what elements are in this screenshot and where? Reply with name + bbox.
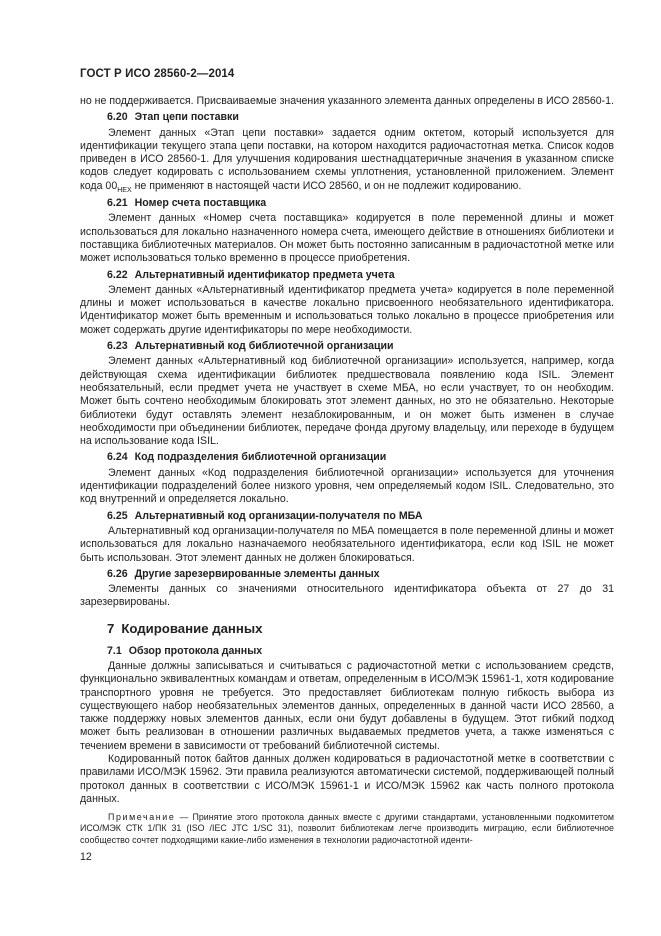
section-7-heading — [107, 621, 614, 636]
section-number: 6.23 — [107, 340, 128, 353]
hex-subscript: HEX — [117, 186, 132, 194]
note-text: — Принятие этого протокола данных вместе с другими стандартами, установленными подкомитетом ИСО/МЭК СТК 1/ПК 31 (ISO /IEC JTC 1/SC 31), позволит библиотекам легче производить миграцию, если библиотечное сообщество сочтет подходящими какие-либо изменения в технологии радиочастотной иденти- — [80, 812, 614, 845]
paragraph-text: не применяют в настоящей части ИСО 28560, и он не подлежит кодированию. — [131, 179, 522, 192]
section-title: Другие зарезервированные элементы данных — [134, 567, 380, 580]
section-6-25-heading — [107, 510, 614, 523]
section-6-26-paragraph: Элементы данных со значениями относительного идентификатора объекта от 27 до 31 зарезервированы. — [80, 583, 614, 609]
section-number: 6.25 — [107, 509, 128, 522]
section-title: Альтернативный код библиотечной организации — [134, 340, 394, 353]
section-7-1-paragraph-2: Кодированный поток байтов данных должен кодироваться в радиочастотной метке в соответствии с правилами ИСО/МЭК 15962. Эти правила реализуются автоматически системой, поддерживающей полный протокол данных в соответствии с ИСО/МЭК 15961-1 и ИСО/МЭК 15962 как часть полного протокола данных. — [80, 753, 614, 805]
section-title: Кодирование данных — [121, 620, 263, 636]
section-number: 7.1 — [107, 644, 122, 657]
section-6-22-heading — [107, 269, 614, 282]
note — [80, 812, 614, 846]
section-number: 6.26 — [107, 567, 128, 580]
section-6-25-paragraph: Альтернативный код организации-получателя по МБА помещается в поле переменной длины и может использоваться для локально назначаемого необязательного идентификатора, если код ISIL не может быть использован. Этот элемент данных не должен блокироваться. — [80, 524, 614, 564]
section-number: 6.21 — [107, 197, 128, 210]
section-6-24-paragraph: Элемент данных «Код подразделения библиотечной организации» используется для уточнения идентификации подразделений более низкого уровня, чем определяемый кодом ISIL. Следовательно, это код внутренний и определяется локально. — [80, 466, 614, 506]
section-6-22-paragraph: Элемент данных «Альтернативный идентификатор предмета учета» кодируется в поле переменной длины и может использоваться в качестве локально присвоенного необязательного идентификатора. Идентификатор может быть временным и использоваться только локально в процессе приобретения или может содержать другие идентификаторы по мере необходимости. — [80, 283, 614, 336]
section-7-1-paragraph-1: Данные должны записываться и считываться с радиочастотной метки с использованием средств, функционально эквивалентных командам и ответам, определенным в ИСО/МЭК 15961-1, хотя кодирование транспортного уровня не требуется. Это предоставляет библиотекам полную гибкость выбора из существующего набор необязательных элементов данных, определенных в данной части ИСО 28560, а также поддержку новых элементов данных, если они будут добавлены в будущем. Этот гибкий подход может быть реализован в отношении различных выдаваемых предметов учета, а также изменяться с течением времени в зависимости от требований библиотечной системы. — [80, 659, 614, 752]
section-6-20-heading — [107, 111, 614, 124]
section-title: Альтернативный код организации-получателя по МБА — [134, 509, 423, 522]
section-6-23-heading — [107, 340, 614, 353]
section-6-21-paragraph: Элемент данных «Номер счета поставщика» кодируется в поле переменной длины и может использоваться для локально назначенного номера счета, имеющего действие в отношениях библиотеки и поставщика библиотечных материалов. Он может быть постоянно записанным в радиочастотной метке или может использоваться только временно в процессе приобретения. — [80, 212, 614, 265]
section-6-23-paragraph: Элемент данных «Альтернативный код библиотечной организации» используется, например, когда действующая схема идентификации библиотек предшествовала появлению кода ISIL. Элемент необязательный, если предмет учета не участвует в схеме МБА, но если участвует, то он необходим. Может быть сочтено необходимым блокировать этот элемент данных, но это не обязательно. Некоторые библиотеки будут оставлять элемент незаблокированным, и он может быть изменен в случае необходимости при объединении библиотек, передаче фонда другому владельцу, или переходе в будущем на использование кода ISIL. — [80, 355, 614, 448]
paragraph-text: Элемент данных «Этап цепи поставки» задается одним октетом, который используется для идентификации текущего этапа цепи поставки, на котором находится радиочастотная метка. Список кодов приведен в ИСО 28560-1. Для улучшения кодирования шестнадцатеричные значения в указанном списке кодов следует кодировать с использованием схемы уплотнения, установленной приложением. Элемент кода 00 — [80, 126, 614, 192]
section-title: Альтернативный идентификатор предмета учета — [134, 268, 395, 281]
section-6-26-heading — [107, 568, 614, 581]
section-6-24-heading — [107, 451, 614, 464]
section-number: 6.22 — [107, 268, 128, 281]
continuation-paragraph: но не поддерживается. Присваиваемые значения указанного элемента данных определены в ИСО 28560-1. — [80, 95, 614, 107]
section-6-20-paragraph — [80, 127, 614, 194]
page-number: 12 — [80, 851, 92, 863]
section-title: Номер счета поставщика — [134, 197, 267, 210]
page-body — [80, 95, 614, 846]
running-header: ГОСТ Р ИСО 28560-2—2014 — [80, 68, 235, 80]
section-7-1-heading — [107, 645, 614, 658]
section-title: Обзор протокола данных — [128, 644, 263, 657]
section-number: 6.24 — [107, 451, 128, 464]
section-title: Этап цепи поставки — [134, 111, 239, 124]
section-title: Код подразделения библиотечной организации — [134, 451, 387, 464]
note-label: Примечание — [108, 812, 176, 823]
section-number: 7 — [107, 620, 115, 636]
section-number: 6.20 — [107, 111, 128, 124]
section-6-21-heading — [107, 197, 614, 210]
